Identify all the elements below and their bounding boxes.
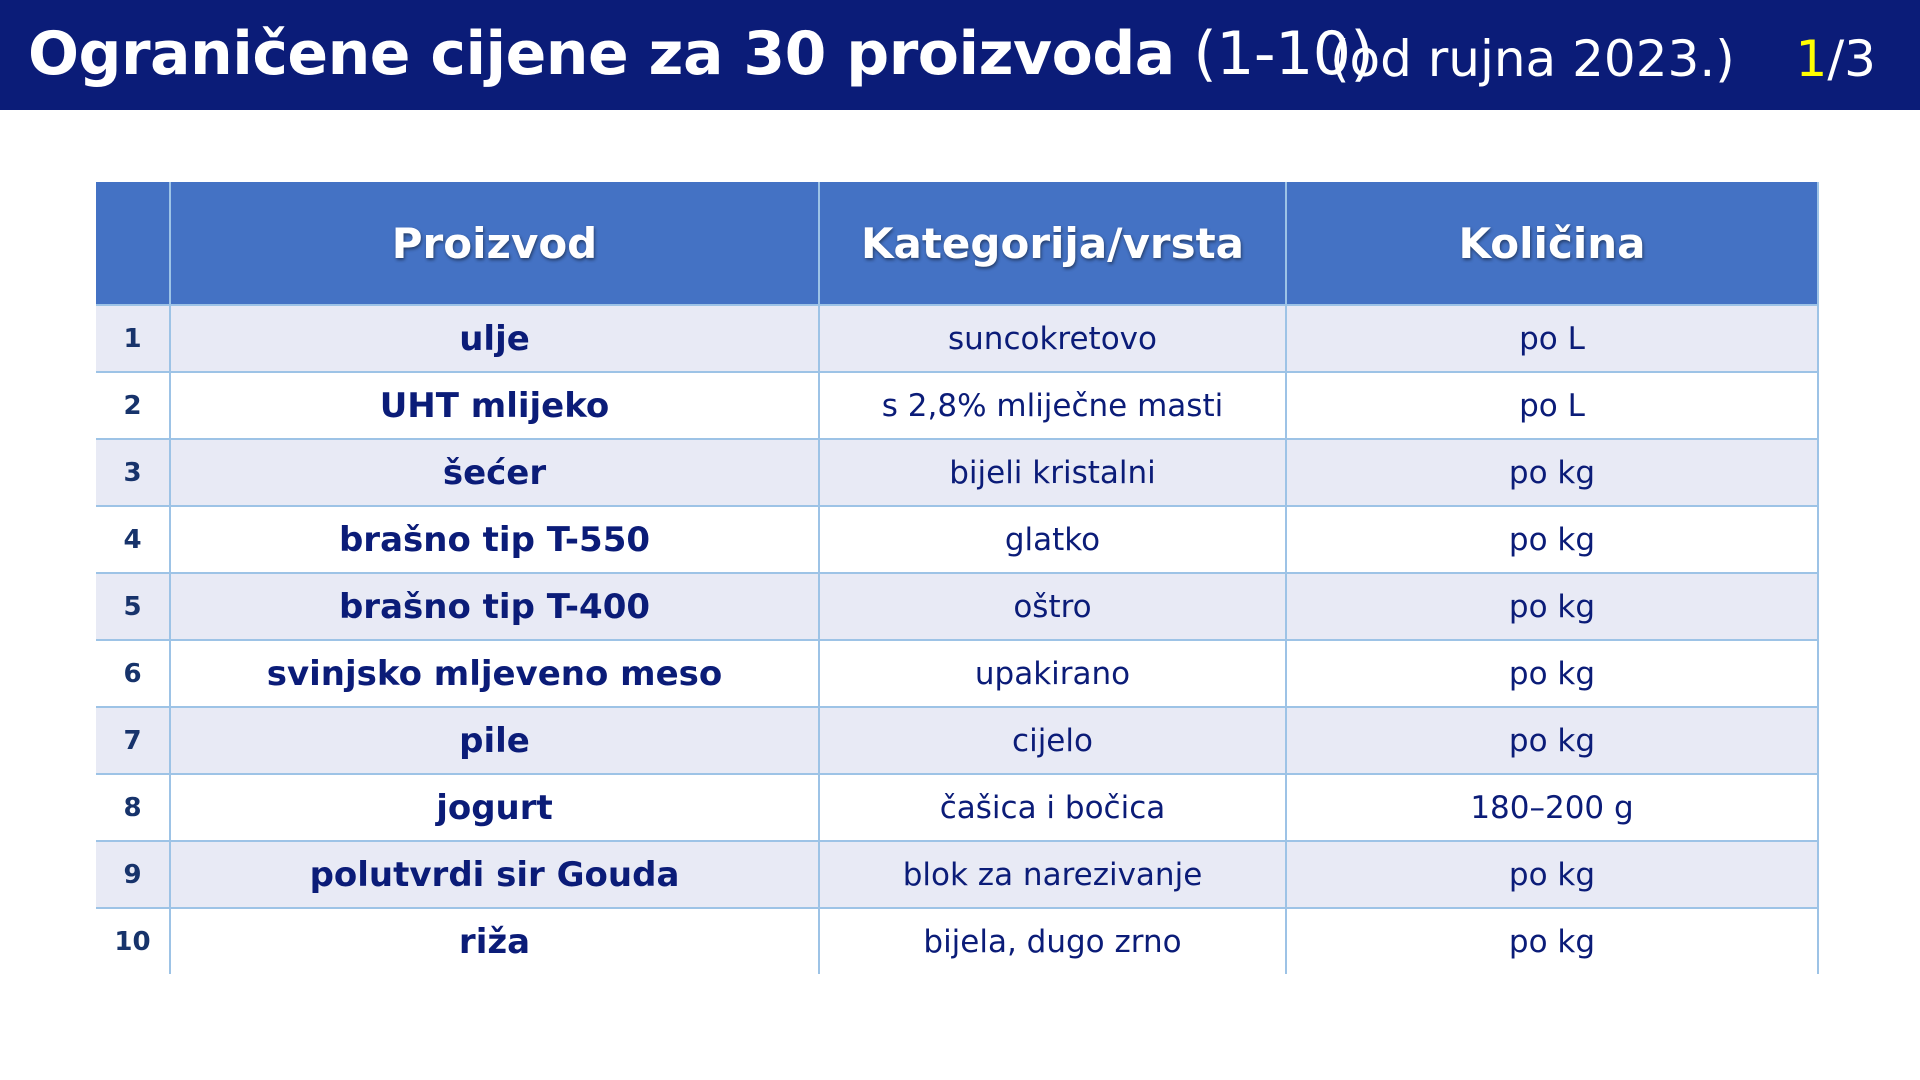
row-number-cell: 4 <box>96 506 170 573</box>
product-cell: brašno tip T-550 <box>170 506 819 573</box>
table-row <box>96 841 1818 908</box>
table-body <box>96 305 1818 974</box>
column-header-product: Proizvod <box>170 182 819 305</box>
column-header-number <box>96 182 170 305</box>
category-cell: glatko <box>819 506 1286 573</box>
quantity-cell: po kg <box>1286 707 1818 774</box>
page-subtitle: (od rujna 2023.) <box>1330 30 1735 88</box>
table-row <box>96 305 1818 372</box>
quantity-cell: po kg <box>1286 573 1818 640</box>
header-bar <box>0 0 1920 110</box>
row-number-cell: 5 <box>96 573 170 640</box>
quantity-cell: 180–200 g <box>1286 774 1818 841</box>
product-cell: jogurt <box>170 774 819 841</box>
table-row <box>96 439 1818 506</box>
page-total: /3 <box>1827 30 1876 88</box>
quantity-cell: po kg <box>1286 506 1818 573</box>
page-indicator <box>1796 26 1876 92</box>
category-cell: bijeli kristalni <box>819 439 1286 506</box>
quantity-cell: po kg <box>1286 640 1818 707</box>
row-number-cell: 7 <box>96 707 170 774</box>
product-cell: svinjsko mljeveno meso <box>170 640 819 707</box>
row-number-cell: 9 <box>96 841 170 908</box>
category-cell: bijela, dugo zrno <box>819 908 1286 974</box>
column-header-quantity: Količina <box>1286 182 1818 305</box>
quantity-cell: po L <box>1286 305 1818 372</box>
page-title <box>28 18 1373 90</box>
table-row <box>96 506 1818 573</box>
row-number-cell: 10 <box>96 908 170 974</box>
table-row <box>96 707 1818 774</box>
product-cell: riža <box>170 908 819 974</box>
quantity-cell: po kg <box>1286 841 1818 908</box>
page-current: 1 <box>1795 30 1828 88</box>
table-row <box>96 573 1818 640</box>
category-cell: cijelo <box>819 707 1286 774</box>
quantity-cell: po kg <box>1286 908 1818 974</box>
table-row <box>96 908 1818 974</box>
product-cell: UHT mlijeko <box>170 372 819 439</box>
category-cell: čašica i bočica <box>819 774 1286 841</box>
product-cell: brašno tip T-400 <box>170 573 819 640</box>
row-number-cell: 6 <box>96 640 170 707</box>
quantity-cell: po L <box>1286 372 1818 439</box>
title-range: (1-10) <box>1193 19 1374 89</box>
category-cell: blok za narezivanje <box>819 841 1286 908</box>
row-number-cell: 8 <box>96 774 170 841</box>
product-cell: polutvrdi sir Gouda <box>170 841 819 908</box>
category-cell: suncokretovo <box>819 305 1286 372</box>
row-number-cell: 2 <box>96 372 170 439</box>
quantity-cell: po kg <box>1286 439 1818 506</box>
column-header-category: Kategorija/vrsta <box>819 182 1286 305</box>
product-cell: pile <box>170 707 819 774</box>
row-number-cell: 1 <box>96 305 170 372</box>
product-cell: šećer <box>170 439 819 506</box>
category-cell: upakirano <box>819 640 1286 707</box>
product-cell: ulje <box>170 305 819 372</box>
category-cell: s 2,8% mliječne masti <box>819 372 1286 439</box>
title-main: Ograničene cijene za 30 proizvoda <box>28 19 1175 89</box>
table-header-row <box>96 182 1818 305</box>
category-cell: oštro <box>819 573 1286 640</box>
row-number-cell: 3 <box>96 439 170 506</box>
table-row <box>96 774 1818 841</box>
products-table <box>96 182 1819 974</box>
table-row <box>96 640 1818 707</box>
table-row <box>96 372 1818 439</box>
